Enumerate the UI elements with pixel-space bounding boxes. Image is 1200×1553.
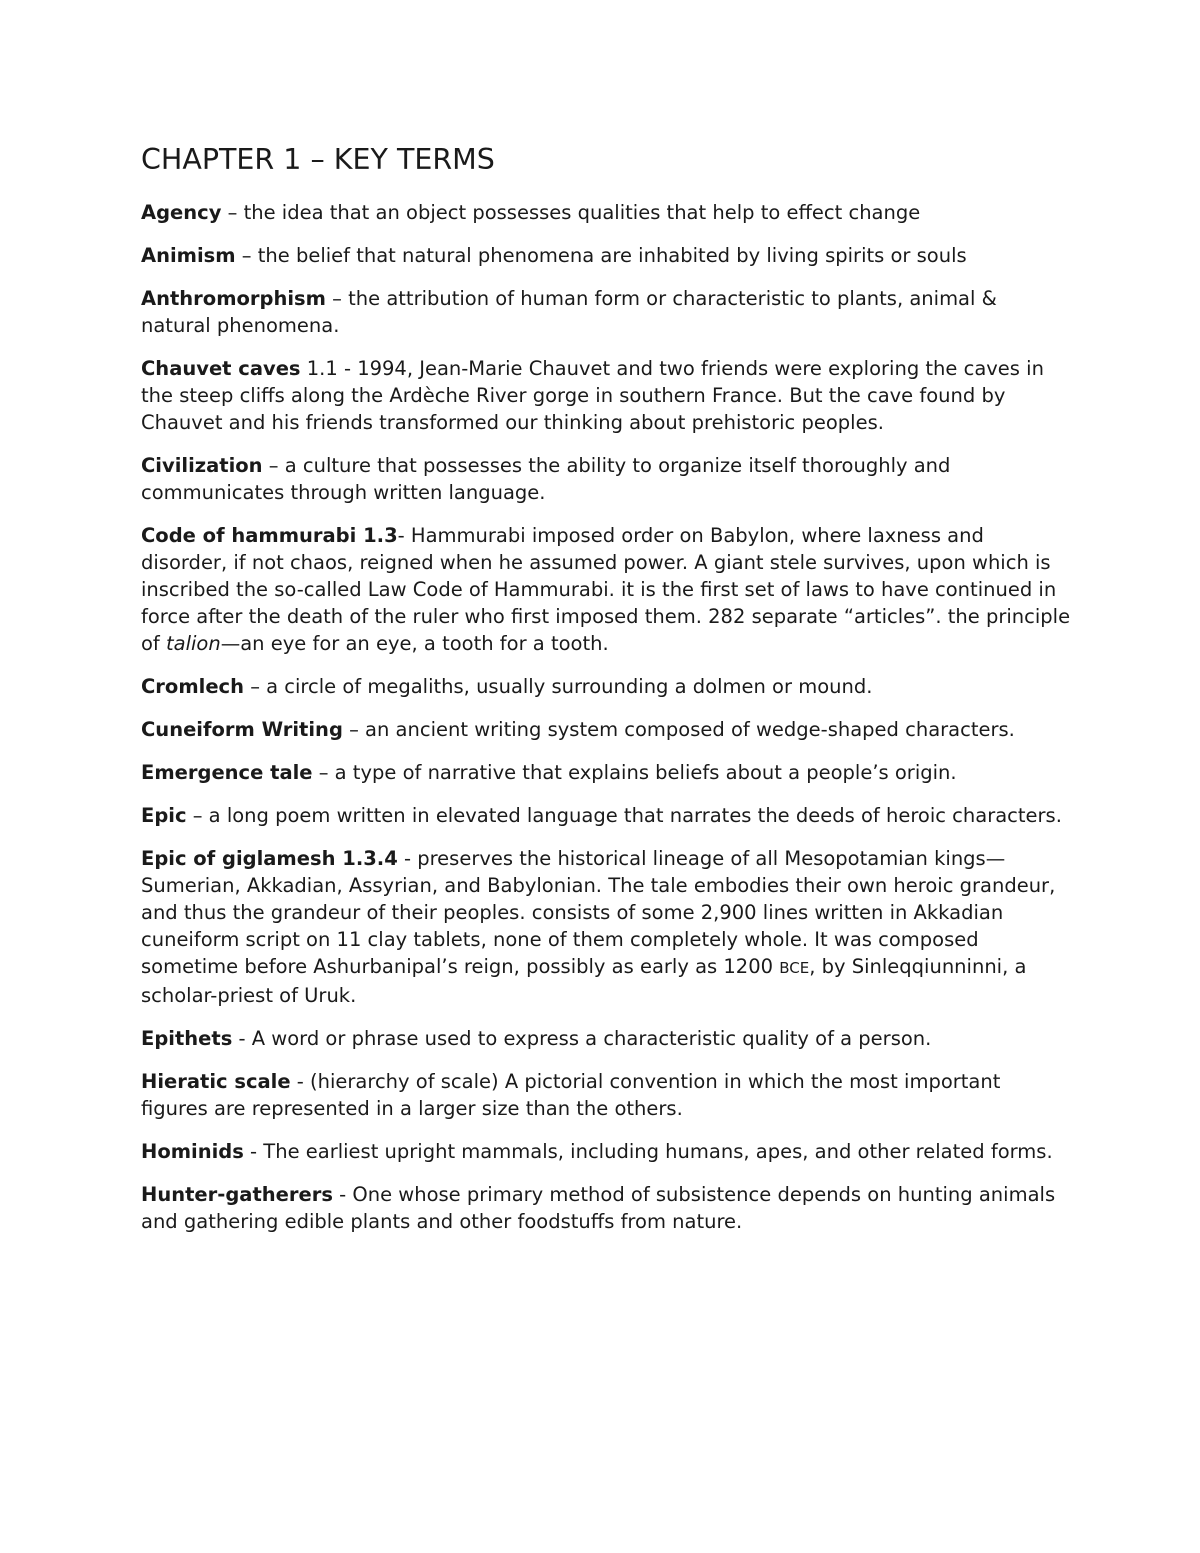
term-entry [141, 1181, 1071, 1235]
document-page [141, 140, 1071, 1251]
term-definition: - A word or phrase used to express a characteristic quality of a person. [232, 1027, 932, 1050]
term-entry [141, 802, 1071, 829]
term-entry [141, 1025, 1071, 1052]
term-definition: – a circle of megaliths, usually surrounding a dolmen or mound. [244, 675, 873, 698]
term-name: Civilization [141, 454, 263, 477]
term-italic-word: talion [166, 632, 221, 655]
term-name: Epithets [141, 1027, 233, 1050]
term-definition: - One whose primary method of subsistence depends on hunting animals and gathering edible plants and other foodstuffs from nature. [141, 1183, 1056, 1233]
term-name: Emergence tale [141, 761, 313, 784]
term-definition: – a long poem written in elevated language that narrates the deeds of heroic characters. [186, 804, 1062, 827]
term-entry [141, 452, 1071, 506]
term-entry [141, 716, 1071, 743]
term-entry [141, 285, 1071, 339]
term-name: Hominids [141, 1140, 244, 1163]
term-definition: – an ancient writing system composed of wedge-shaped characters. [342, 718, 1015, 741]
term-entry [141, 199, 1071, 226]
term-definition-continued: —an eye for an eye, a tooth for a tooth. [220, 632, 609, 655]
term-entry [141, 355, 1071, 436]
term-name: Epic of giglamesh 1.3.4 [141, 847, 398, 870]
term-definition: 1.1 - 1994, Jean-Marie Chauvet and two friends were exploring the caves in the steep cliffs along the Ardèche River gorge in southern France. But the cave found by Chauvet and his friends transformed our thinking about prehistoric peoples. [141, 357, 1044, 434]
term-entry [141, 522, 1071, 657]
term-definition: - The earliest upright mammals, including humans, apes, and other related forms. [243, 1140, 1053, 1163]
term-name: Anthromorphism [141, 287, 326, 310]
term-definition: - preserves the historical lineage of all Mesopotamian kings—Sumerian, Akkadian, Assyrian, and Babylonian. The tale embodies their own heroic grandeur, and thus the grandeur of their peoples. consists of some 2,900 lines written in Akkadian cuneiform script on 11 clay tablets, none of them completely whole. It was composed sometime before Ashurbanipal’s reign, possibly as early as 1200 [141, 847, 1056, 978]
term-entry [141, 1138, 1071, 1165]
term-entry [141, 759, 1071, 786]
term-definition-continued: , by Sinleqqiunninni, a scholar-priest of Uruk. [141, 955, 1027, 1007]
term-name: Hieratic scale [141, 1070, 291, 1093]
term-entry [141, 242, 1071, 269]
term-definition: - Hammurabi imposed order on Babylon, where laxness and disorder, if not chaos, reigned when he assumed power. A giant stele survives, upon which is inscribed the so-called Law Code of Hammurabi. it is the first set of laws to have continued in force after the death of the ruler who first imposed them. 282 separate “articles”. the principle of [141, 524, 1071, 655]
term-entry [141, 673, 1071, 700]
term-name: Cromlech [141, 675, 244, 698]
term-name: Hunter-gatherers [141, 1183, 333, 1206]
chapter-title: CHAPTER 1 – KEY TERMS [141, 143, 495, 176]
term-entry [141, 1068, 1071, 1122]
term-name: Agency [141, 201, 222, 224]
term-definition: – the attribution of human form or characteristic to plants, animal & natural phenomena. [141, 287, 997, 337]
term-name: Animism [141, 244, 236, 267]
term-definition: – a type of narrative that explains beliefs about a people’s origin. [312, 761, 957, 784]
term-name: Epic [141, 804, 187, 827]
term-definition: - (hierarchy of scale) A pictorial convention in which the most important figures are represented in a larger size than the others. [141, 1070, 1001, 1120]
term-entry [141, 845, 1071, 1009]
term-name: Cuneiform Writing [141, 718, 343, 741]
era-abbreviation: BCE [779, 959, 810, 977]
term-name: Chauvet caves [141, 357, 301, 380]
term-definition: – the idea that an object possesses qualities that help to effect change [221, 201, 921, 224]
term-definition: – a culture that possesses the ability to organize itself thoroughly and communicates through written language. [141, 454, 951, 504]
term-name: Code of hammurabi 1.3 [141, 524, 398, 547]
term-definition: – the belief that natural phenomena are inhabited by living spirits or souls [235, 244, 967, 267]
